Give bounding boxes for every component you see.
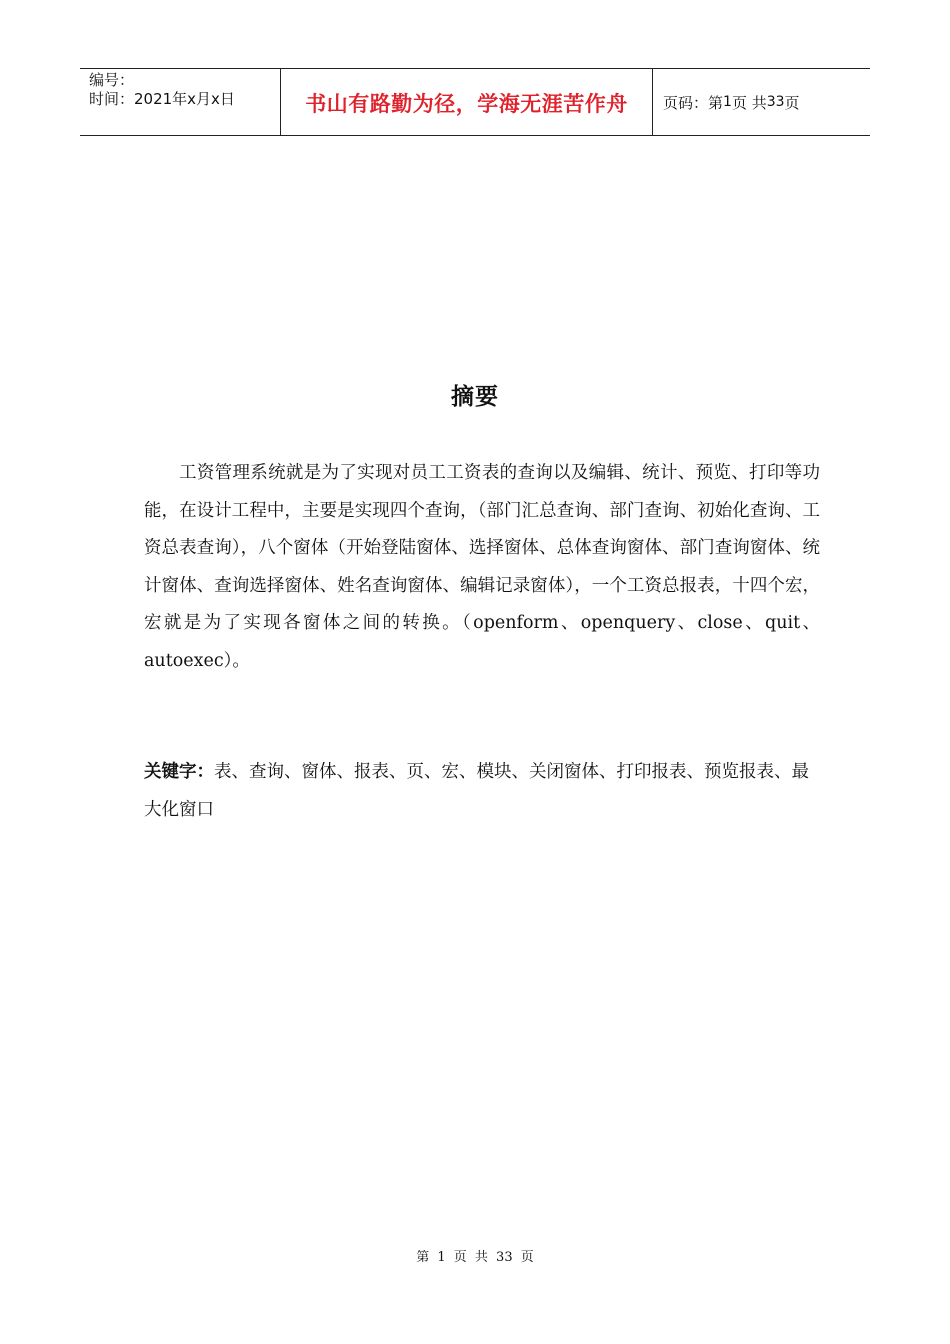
keywords-label: 关键字： (144, 762, 214, 782)
page-current: 1 (723, 94, 732, 110)
page-total: 33 (766, 94, 785, 110)
abstract-paragraph: 工资管理系统就是为了实现对员工工资表的查询以及编辑、统计、预览、打印等功能，在设计工程中，主要是实现四个查询，（部门汇总查询、部门查询、初始化查询、工资总表查询），八个窗体（开始登陆窗体、选择窗体、总体查询窗体、部门查询窗体、统计窗体、查询选择窗体、姓名查询窗体、编辑记录窗体），一个工资总报表，十四个宏，宏就是为了实现各窗体之间的转换。（openform、openquery、close、quit、autoexec）。 (144, 463, 820, 671)
keywords-paragraph (144, 754, 820, 829)
time-label: 时间：2021年x月x日 (89, 90, 235, 108)
page-info-prefix: 页码：第 (663, 93, 724, 112)
page-footer: 第 1 页 共 33 页 (416, 1250, 534, 1265)
keywords-list: 表、查询、窗体、报表、页、宏、模块、关闭窗体、打印报表、预览报表、最大化窗口 (144, 762, 809, 820)
page-info-suffix: 页 (784, 93, 800, 112)
page-info-mid: 页 共 (731, 93, 767, 112)
header-motto: 书山有路勤为径，学海无涯苦作舟 (281, 69, 653, 135)
header-page-info (653, 69, 870, 135)
header-meta (80, 69, 281, 135)
serial-label: 编号： (89, 71, 135, 89)
page-header (80, 68, 870, 136)
document-title: 摘要 (451, 384, 499, 410)
